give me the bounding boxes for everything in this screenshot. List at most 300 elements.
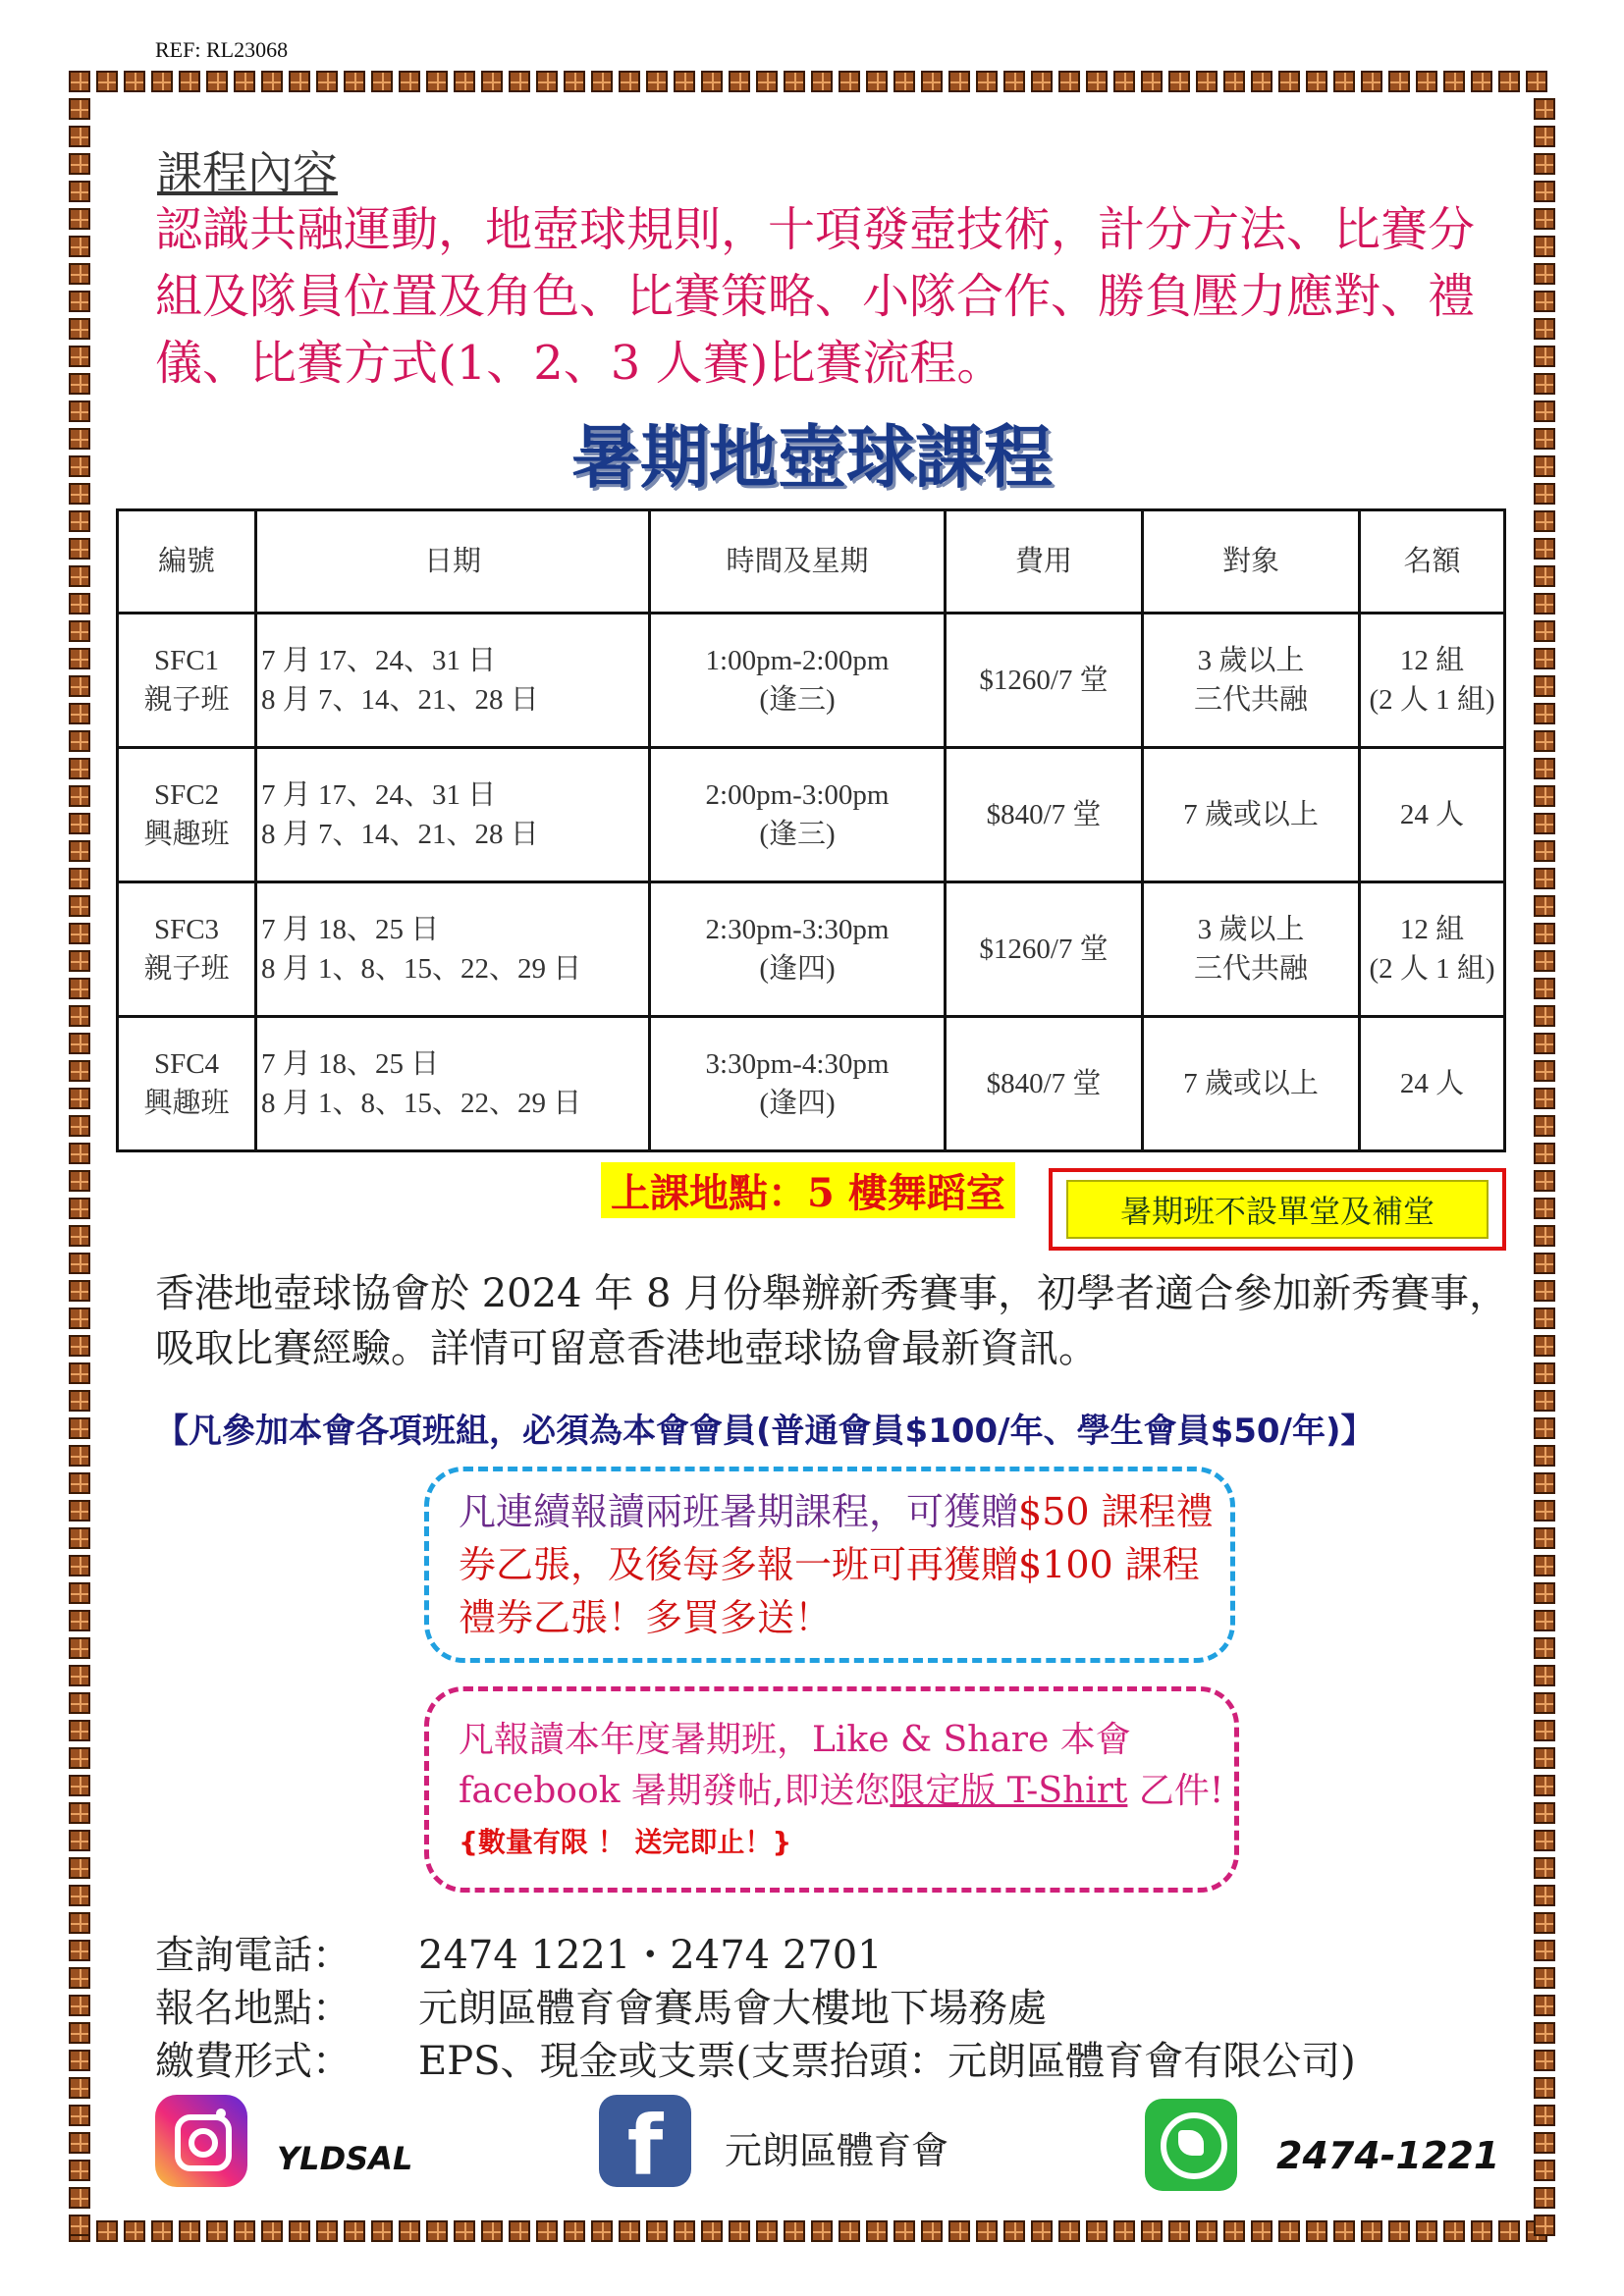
border-brick: [69, 1527, 90, 1549]
facebook-name: 元朗區體育會: [725, 2129, 949, 2172]
border-brick: [69, 1170, 90, 1192]
no-makeup-notice: [1049, 1168, 1506, 1251]
border-brick: [69, 1500, 90, 1522]
cell-time-text: 3:30pm-4:30pm: [705, 1048, 890, 1080]
border-brick: [536, 71, 558, 92]
border-brick: [69, 950, 90, 972]
cell-target-text: 3 歲以上: [1197, 645, 1305, 676]
border-brick: [701, 2220, 723, 2242]
border-brick: [1534, 318, 1555, 340]
border-brick: [1306, 2220, 1327, 2242]
cell-time-text: (逢三): [759, 819, 836, 850]
cell-quota-text: 24 人: [1399, 799, 1465, 830]
border-brick: [784, 71, 805, 92]
no-makeup-text: 暑期班不設單堂及補堂: [1066, 1180, 1489, 1239]
table-header-row: [118, 510, 1505, 614]
border-brick: [1534, 208, 1555, 230]
border-brick: [1086, 2220, 1108, 2242]
promo-voucher-box: [424, 1467, 1235, 1663]
table-row: [118, 614, 1505, 748]
border-brick: [69, 593, 90, 614]
border-brick: [1534, 263, 1555, 285]
cell-date-text: 8 月 1、8、15、22、29 日: [261, 1088, 582, 1119]
whatsapp-number: 2474-1221: [1276, 2134, 1500, 2177]
border-brick: [1388, 2220, 1410, 2242]
border-brick: [1534, 703, 1555, 724]
border-brick: [179, 71, 200, 92]
border-brick: [69, 785, 90, 807]
border-brick: [1534, 840, 1555, 862]
border-brick: [344, 71, 365, 92]
header-quota: 名額: [1360, 510, 1505, 614]
border-brick: [1534, 1308, 1555, 1329]
border-brick: [1534, 1775, 1555, 1796]
border-brick: [69, 2187, 90, 2209]
border-brick: [729, 71, 750, 92]
border-brick: [1534, 1802, 1555, 1824]
border-brick: [69, 730, 90, 752]
cell-code-text: 興趣班: [143, 819, 230, 850]
border-brick: [69, 675, 90, 697]
cell-date-text: 8 月 7、14、21、28 日: [261, 819, 539, 850]
promo-tshirt-text: [459, 1715, 1234, 1868]
border-brick: [1534, 1335, 1555, 1357]
border-brick: [1534, 730, 1555, 752]
page-title: 暑期地壺球課程: [571, 417, 1053, 498]
cell-target-text: 7 歲或以上: [1183, 1068, 1319, 1099]
cell-code-text: SFC3: [153, 914, 220, 945]
border-brick: [1534, 1885, 1555, 1906]
border-brick: [69, 71, 90, 92]
header-code: 編號: [118, 510, 256, 614]
border-brick: [69, 703, 90, 724]
promo-tshirt-box: [424, 1686, 1239, 1893]
border-brick: [1534, 1637, 1555, 1659]
border-brick: [1534, 593, 1555, 614]
border-brick: [646, 2220, 668, 2242]
border-brick: [69, 1198, 90, 1219]
border-brick: [316, 71, 338, 92]
border-brick: [69, 1253, 90, 1274]
border-brick: [69, 2105, 90, 2126]
border-brick: [564, 2220, 585, 2242]
border-brick: [69, 1280, 90, 1302]
border-brick: [69, 1390, 90, 1412]
border-brick: [69, 2050, 90, 2071]
border-brick: [481, 2220, 503, 2242]
border-brick: [509, 2220, 530, 2242]
border-brick: [69, 2077, 90, 2099]
border-brick: [399, 71, 420, 92]
border-brick: [206, 71, 228, 92]
border-brick: [69, 978, 90, 999]
cell-date-text: 8 月 1、8、15、22、29 日: [261, 953, 582, 985]
border-brick: [96, 71, 118, 92]
border-brick: [1113, 2220, 1135, 2242]
border-brick: [948, 71, 970, 92]
border-brick: [1534, 2050, 1555, 2071]
border-brick: [1031, 2220, 1053, 2242]
border-brick: [206, 2220, 228, 2242]
border-brick: [69, 510, 90, 532]
border-brick: [69, 1088, 90, 1109]
border-brick: [69, 1912, 90, 1934]
border-brick: [1534, 1445, 1555, 1467]
border-brick: [1534, 1610, 1555, 1631]
border-brick: [509, 71, 530, 92]
border-brick: [69, 2160, 90, 2181]
border-brick: [1168, 71, 1190, 92]
border-brick: [1278, 71, 1300, 92]
border-brick: [784, 2220, 805, 2242]
border-brick: [69, 208, 90, 230]
promo-voucher-part1: 凡連續報讀兩班暑期課程，可獲贈: [459, 1490, 1019, 1533]
table-row: [118, 1017, 1505, 1151]
cell-quota: [1360, 1017, 1505, 1151]
border-brick: [234, 2220, 255, 2242]
border-brick: [69, 1472, 90, 1494]
border-brick: [1534, 2215, 1555, 2236]
border-brick: [426, 2220, 448, 2242]
cell-fee-text: $1260/7 堂: [979, 934, 1109, 965]
border-brick: [866, 71, 888, 92]
border-brick: [1534, 510, 1555, 532]
cell-time-text: 2:30pm-3:30pm: [705, 914, 890, 945]
border-brick: [1534, 868, 1555, 889]
border-brick: [124, 71, 145, 92]
border-brick: [151, 71, 173, 92]
border-brick: [1534, 1417, 1555, 1439]
border-brick: [1196, 2220, 1218, 2242]
cell-code-text: SFC4: [153, 1048, 220, 1080]
border-brick: [1534, 1390, 1555, 1412]
border-brick: [893, 2220, 915, 2242]
cell-date: [256, 882, 650, 1017]
border-brick: [69, 1720, 90, 1741]
border-brick: [1306, 71, 1327, 92]
border-brick: [454, 2220, 475, 2242]
border-brick: [151, 2220, 173, 2242]
cell-date: [256, 748, 650, 882]
border-brick: [1534, 1527, 1555, 1549]
border-brick: [1086, 71, 1108, 92]
border-brick: [1534, 1692, 1555, 1714]
cell-quota: [1360, 614, 1505, 748]
promo-tshirt-line2a: facebook 暑期發帖,即送您: [459, 1771, 891, 1811]
border-brick: [69, 126, 90, 147]
border-brick: [1534, 1033, 1555, 1054]
border-brick: [1534, 1253, 1555, 1274]
border-brick: [1534, 1555, 1555, 1576]
border-brick: [1534, 675, 1555, 697]
border-brick: [1534, 291, 1555, 312]
border-brick: [69, 1555, 90, 1576]
border-brick: [921, 71, 943, 92]
border-brick: [1534, 2160, 1555, 2181]
cell-time-text: (逢四): [759, 1088, 836, 1119]
border-brick: [69, 1857, 90, 1879]
cell-code-text: 興趣班: [143, 1088, 230, 1119]
border-brick: [1003, 71, 1025, 92]
border-brick: [289, 2220, 310, 2242]
border-brick: [1416, 71, 1437, 92]
border-brick: [1251, 71, 1272, 92]
border-brick: [674, 2220, 695, 2242]
border-brick: [1498, 2220, 1520, 2242]
border-brick: [1534, 1143, 1555, 1164]
border-brick: [1534, 1912, 1555, 1934]
border-brick: [619, 2220, 640, 2242]
border-brick: [261, 71, 283, 92]
border-brick: [69, 1115, 90, 1137]
border-brick: [1534, 1280, 1555, 1302]
whatsapp-icon[interactable]: [1145, 2099, 1237, 2191]
border-brick: [69, 2132, 90, 2154]
border-brick: [839, 2220, 860, 2242]
cell-quota-text: 12 組: [1399, 645, 1465, 676]
border-brick: [976, 71, 998, 92]
border-brick: [1113, 71, 1135, 92]
cell-fee: [946, 882, 1143, 1017]
border-brick: [69, 181, 90, 202]
cell-code: [118, 614, 256, 748]
border-brick: [866, 2220, 888, 2242]
border-brick: [1196, 71, 1218, 92]
border-brick: [1534, 1005, 1555, 1027]
border-brick: [1534, 1830, 1555, 1851]
border-brick: [1223, 2220, 1245, 2242]
border-brick: [1534, 1500, 1555, 1522]
border-brick: [69, 1967, 90, 1989]
border-brick: [69, 318, 90, 340]
border-brick: [316, 2220, 338, 2242]
cell-time: [650, 614, 946, 748]
border-brick: [1534, 538, 1555, 560]
border-brick: [1058, 71, 1080, 92]
facebook-icon[interactable]: f: [599, 2095, 691, 2187]
class-location: 上課地點：5 樓舞蹈室: [601, 1162, 1015, 1218]
border-brick: [1534, 2187, 1555, 2209]
info-payment: [155, 2030, 1356, 2086]
cell-time: [650, 748, 946, 882]
border-brick: [1168, 2220, 1190, 2242]
border-brick: [1534, 181, 1555, 202]
border-brick: [1223, 71, 1245, 92]
border-brick: [69, 1995, 90, 2016]
border-brick: [839, 71, 860, 92]
border-brick: [1443, 2220, 1465, 2242]
border-brick: [1534, 236, 1555, 257]
border-brick: [646, 71, 668, 92]
border-brick: [1251, 2220, 1272, 2242]
cell-fee: [946, 748, 1143, 882]
border-brick: [69, 346, 90, 367]
border-brick: [261, 2220, 283, 2242]
border-brick: [1526, 71, 1547, 92]
border-brick: [1534, 346, 1555, 367]
border-brick: [1498, 71, 1520, 92]
border-brick: [69, 1582, 90, 1604]
border-brick: [1534, 923, 1555, 944]
cell-quota-text: 24 人: [1399, 1068, 1465, 1099]
border-brick: [69, 1143, 90, 1164]
border-brick: [1534, 1582, 1555, 1604]
border-brick: [1534, 1747, 1555, 1769]
border-brick: [69, 895, 90, 917]
border-brick: [69, 1885, 90, 1906]
border-brick: [1031, 71, 1053, 92]
cell-quota-text: (2 人 1 組): [1369, 953, 1495, 985]
border-brick: [1471, 2220, 1492, 2242]
border-brick: [1534, 2022, 1555, 2044]
border-brick: [69, 153, 90, 175]
promo-tshirt-limit-note: {數量有限 ！ 送完即止！}: [459, 1826, 792, 1858]
border-brick: [344, 2220, 365, 2242]
border-brick: [69, 1637, 90, 1659]
border-brick: [69, 2215, 90, 2236]
border-brick: [1534, 153, 1555, 175]
cell-time: [650, 1017, 946, 1151]
border-brick: [1534, 1967, 1555, 1989]
border-brick: [1416, 2220, 1437, 2242]
cell-target-text: 3 歲以上: [1197, 914, 1305, 945]
border-brick: [96, 2220, 118, 2242]
border-brick: [69, 620, 90, 642]
border-brick: [729, 2220, 750, 2242]
border-brick: [1534, 1060, 1555, 1082]
cell-target-text: 三代共融: [1193, 684, 1308, 716]
border-brick: [69, 813, 90, 834]
border-brick: [1003, 2220, 1025, 2242]
border-brick: [948, 2220, 970, 2242]
border-brick: [1534, 1665, 1555, 1686]
cell-fee: [946, 614, 1143, 748]
border-brick: [1141, 2220, 1163, 2242]
cell-code: [118, 748, 256, 882]
border-brick: [1278, 2220, 1300, 2242]
header-time: 時間及星期: [650, 510, 946, 614]
border-brick: [179, 2220, 200, 2242]
info-payment-value: EPS、現金或支票(支票抬頭：元朗區體育會有限公司): [418, 2039, 1356, 2084]
border-brick: [69, 1417, 90, 1439]
cell-target: [1143, 1017, 1360, 1151]
border-brick: [69, 1033, 90, 1054]
cell-quota: [1360, 748, 1505, 882]
course-content-heading: 課程內容: [157, 146, 338, 199]
cell-target: [1143, 748, 1360, 882]
cell-fee-text: $1260/7 堂: [979, 665, 1109, 696]
border-brick: [1534, 1088, 1555, 1109]
header-date: 日期: [256, 510, 650, 614]
cell-time-text: (逢三): [759, 684, 836, 716]
border-brick: [69, 1802, 90, 1824]
membership-notice: 【凡參加本會各項班組，必須為本會會員(普通會員$100/年、學生會員$50/年)】: [155, 1412, 1375, 1451]
border-brick: [756, 2220, 778, 2242]
border-brick: [1534, 1857, 1555, 1879]
border-brick: [69, 1225, 90, 1247]
border-brick: [1534, 373, 1555, 395]
cell-code-text: SFC2: [153, 779, 220, 811]
cell-quota-text: (2 人 1 組): [1369, 684, 1495, 716]
border-brick: [1471, 71, 1492, 92]
cell-date: [256, 1017, 650, 1151]
border-brick: [454, 71, 475, 92]
border-brick: [69, 1335, 90, 1357]
border-brick: [69, 1362, 90, 1384]
hk-association-notice: 香港地壺球協會於 2024 年 8 月份舉辦新秀賽事，初學者適合參加新秀賽事，吸取比賽經驗。詳情可留意香港地壺球協會最新資訊。: [155, 1271, 1509, 1371]
info-phone: [155, 1924, 883, 1980]
cell-time-text: 2:00pm-3:00pm: [705, 779, 890, 811]
info-payment-label: 繳費形式：: [155, 2039, 352, 2084]
border-brick: [69, 1308, 90, 1329]
promo-voucher-part2: $50 課程禮券乙張，及後每多報一班可再獲贈$100 課程禮券乙張！多買多送！: [459, 1490, 1214, 1639]
border-brick: [69, 291, 90, 312]
cell-fee-text: $840/7 堂: [986, 1068, 1102, 1099]
border-brick: [1534, 648, 1555, 669]
border-brick: [481, 71, 503, 92]
border-brick: [124, 2220, 145, 2242]
border-brick: [426, 71, 448, 92]
border-brick: [1534, 1362, 1555, 1384]
cell-date-text: 7 月 17、24、31 日: [261, 779, 497, 811]
border-brick: [69, 923, 90, 944]
border-brick: [893, 71, 915, 92]
border-brick: [1361, 71, 1382, 92]
info-registration: [155, 1977, 1047, 2033]
border-brick: [371, 2220, 393, 2242]
border-brick: [1534, 950, 1555, 972]
border-brick: [69, 1692, 90, 1714]
cell-code-text: 親子班: [143, 953, 230, 985]
cell-fee-text: $840/7 堂: [986, 799, 1102, 830]
instagram-handle: YLDSAL: [277, 2140, 413, 2177]
cell-target-text: 三代共融: [1193, 953, 1308, 985]
border-brick: [1534, 758, 1555, 779]
instagram-icon[interactable]: [155, 2095, 247, 2187]
border-brick: [69, 1830, 90, 1851]
cell-target-text: 7 歲或以上: [1183, 799, 1319, 830]
reference-number: REF: RL23068: [155, 37, 289, 62]
cell-date-text: 7 月 18、25 日: [261, 914, 440, 945]
border-brick: [1534, 126, 1555, 147]
border-brick: [756, 71, 778, 92]
cell-date-text: 8 月 7、14、21、28 日: [261, 684, 539, 716]
border-brick: [69, 538, 90, 560]
cell-code: [118, 882, 256, 1017]
border-brick: [69, 565, 90, 587]
border-brick: [619, 71, 640, 92]
border-brick: [1534, 1225, 1555, 1247]
cell-time-text: (逢四): [759, 953, 836, 985]
border-brick: [536, 2220, 558, 2242]
border-brick: [1534, 1472, 1555, 1494]
border-brick: [289, 71, 310, 92]
border-brick: [1534, 978, 1555, 999]
table-row: [118, 748, 1505, 882]
border-brick: [69, 840, 90, 862]
border-brick: [1534, 1198, 1555, 1219]
border-brick: [1534, 895, 1555, 917]
border-brick: [674, 71, 695, 92]
border-brick: [976, 2220, 998, 2242]
border-brick: [1443, 71, 1465, 92]
border-brick: [1534, 785, 1555, 807]
border-brick: [69, 1005, 90, 1027]
info-registration-label: 報名地點：: [155, 1986, 352, 2031]
cell-quota-text: 12 組: [1399, 914, 1465, 945]
header-fee: 費用: [946, 510, 1143, 614]
border-brick: [69, 1775, 90, 1796]
